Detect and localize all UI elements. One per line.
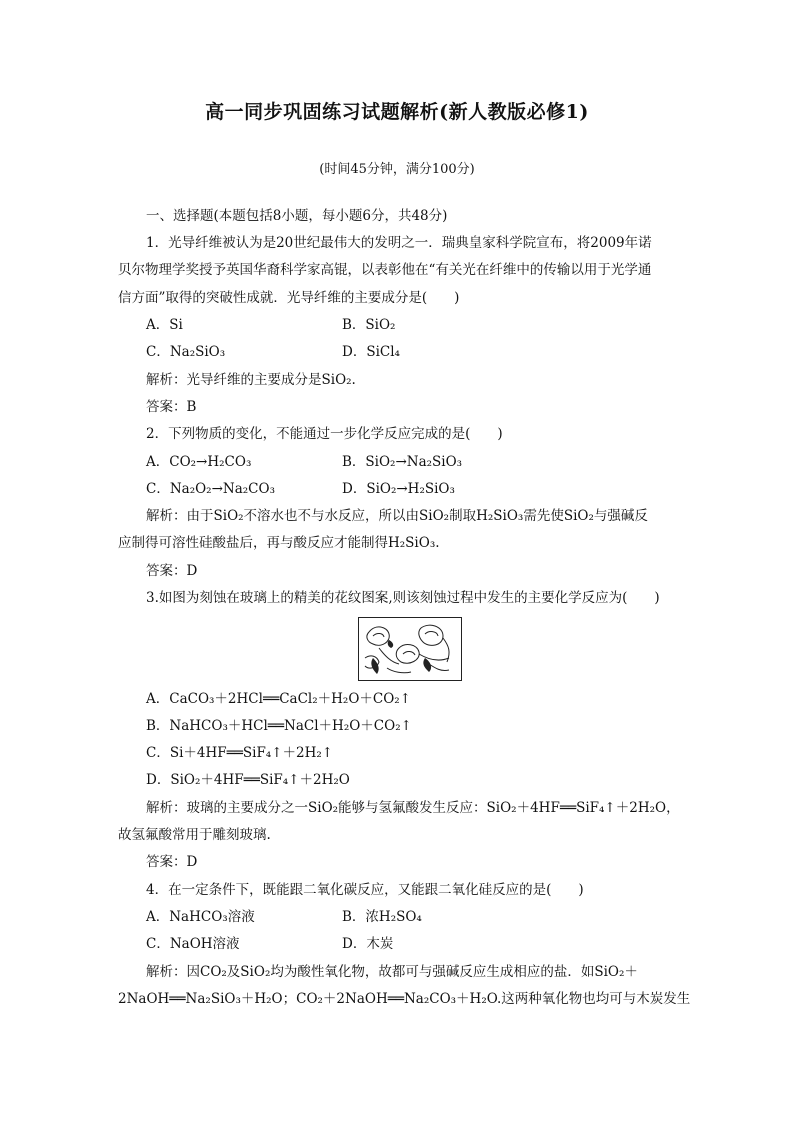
q2-analysis-line2: 应制得可溶性硅酸盐后，再与酸反应才能制得H₂SiO₃.: [118, 535, 440, 551]
q3-option-c: C．Si＋4HF══SiF₄↑＋2H₂↑: [146, 745, 334, 761]
q3-analysis-line1: 解析：玻璃的主要成分之一SiO₂能够与氢氟酸发生反应：SiO₂＋4HF══SiF₄↑＋2H₂O，: [146, 800, 680, 816]
q4-stem: 4．在一定条件下，既能跟二氧化碳反应，又能跟二氧化硅反应的是( ): [146, 882, 584, 898]
q2-option-a: A．CO₂→H₂CO₃: [146, 454, 252, 470]
q1-answer: 答案：B: [146, 399, 197, 415]
q1-option-d: D．SiCl₄: [342, 344, 400, 360]
page-title: 高一同步巩固练习试题解析(新人教版必修1): [205, 101, 589, 123]
q1-option-c: C．Na₂SiO₃: [146, 344, 226, 360]
q2-option-c: C．Na₂O₂→Na₂CO₃: [146, 481, 275, 497]
q1-option-b: B．SiO₂: [342, 317, 396, 333]
q2-option-b: B．SiO₂→Na₂SiO₃: [342, 454, 463, 470]
q4-analysis-line1: 解析：因CO₂及SiO₂均为酸性氧化物，故都可与强碱反应生成相应的盐．如SiO₂＋: [146, 964, 638, 980]
q3-analysis-line2: 故氢氟酸常用于雕刻玻璃.: [118, 827, 271, 843]
q3-stem: 3.如图为刻蚀在玻璃上的精美的花纹图案,则该刻蚀过程中发生的主要化学反应为( ): [146, 590, 660, 606]
q1-stem-line1: 1．光导纤维被认为是20世纪最伟大的发明之一．瑞典皇家科学院宣布，将2009年诺: [146, 235, 652, 251]
glass-etching-figure: [358, 617, 462, 681]
q3-option-a: A．CaCO₃＋2HCl══CaCl₂＋H₂O＋CO₂↑: [146, 691, 412, 707]
q1-analysis: 解析：光导纤维的主要成分是SiO₂.: [146, 372, 356, 388]
q1-option-a: A．Si: [146, 317, 183, 333]
q2-analysis-line1: 解析：由于SiO₂不溶水也不与水反应，所以由SiO₂制取H₂SiO₃需先使SiO₂与强碱反: [146, 508, 648, 524]
q4-option-c: C．NaOH溶液: [146, 936, 240, 952]
exam-time-note: (时间45分钟，满分100分): [319, 162, 475, 177]
q2-option-d: D．SiO₂→H₂SiO₃: [342, 481, 455, 497]
q2-stem: 2．下列物质的变化，不能通过一步化学反应完成的是( ): [146, 426, 503, 442]
q1-stem-line2: 贝尔物理学奖授予英国华裔科学家高锟，以表彰他在“有关光在纤维中的传输以用于光学通: [118, 262, 652, 278]
q3-option-d: D．SiO₂＋4HF══SiF₄↑＋2H₂O: [146, 772, 350, 788]
q1-stem-line3: 信方面”取得的突破性成就．光导纤维的主要成分是( ): [118, 290, 460, 306]
flower-pattern-illustration: [359, 618, 461, 680]
q3-answer: 答案：D: [146, 854, 198, 870]
q4-option-d: D．木炭: [342, 936, 394, 952]
q3-option-b: B．NaHCO₃＋HCl══NaCl＋H₂O＋CO₂↑: [146, 718, 412, 734]
q2-answer: 答案：D: [146, 563, 198, 579]
q4-analysis-line2: 2NaOH══Na₂SiO₃＋H₂O；CO₂＋2NaOH══Na₂CO₃＋H₂O.这两种氧化物也均可与木炭发生: [118, 991, 691, 1007]
q4-option-a: A．NaHCO₃溶液: [146, 909, 255, 925]
q4-option-b: B．浓H₂SO₄: [342, 909, 422, 925]
section-heading: 一、选择题(本题包括8小题，每小题6分，共48分): [146, 208, 448, 224]
